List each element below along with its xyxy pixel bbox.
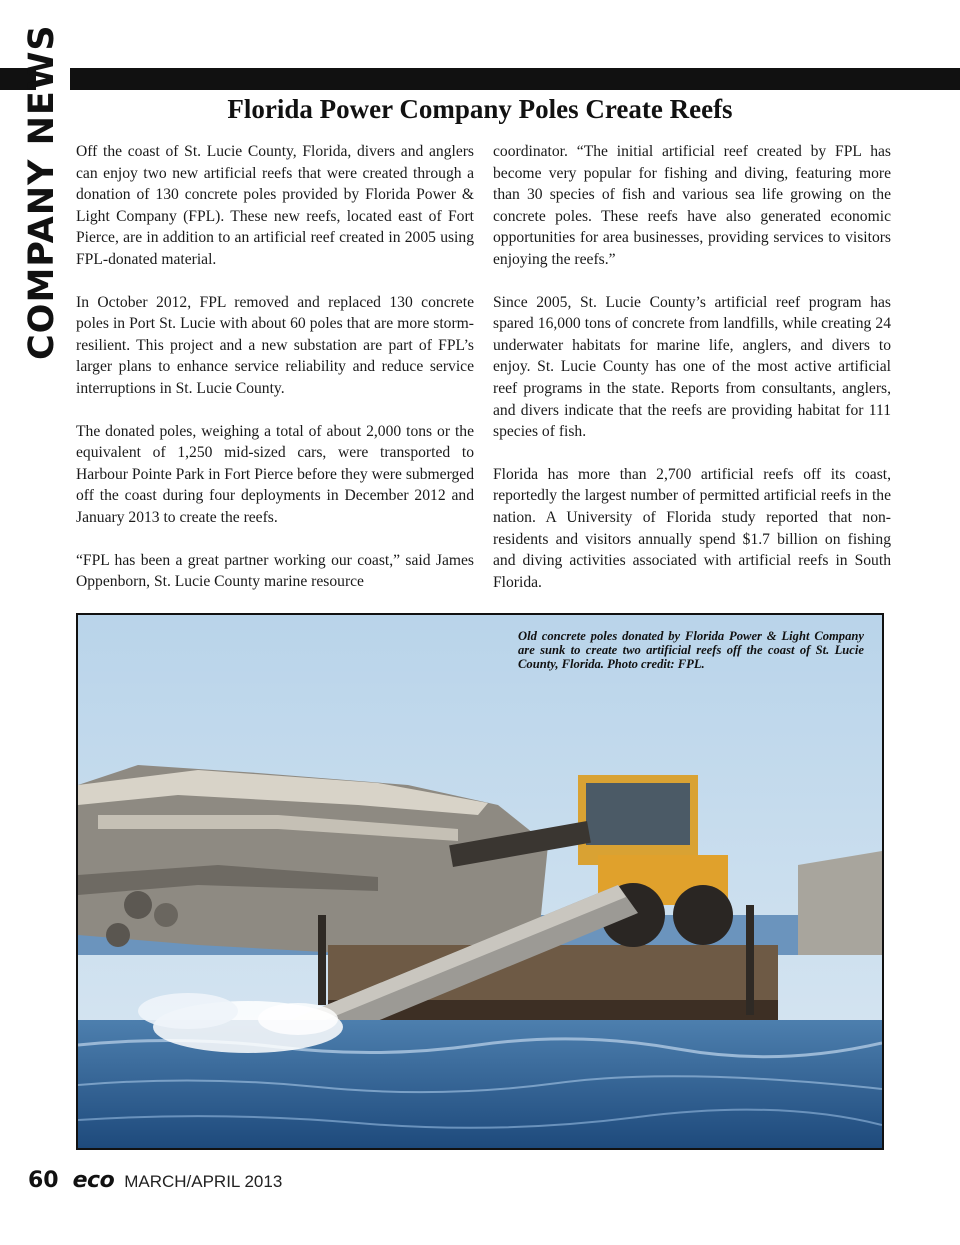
paragraph: Florida has more than 2,700 artificial reefs off its coast, reportedly the largest number of permitted artificial reefs in the nation. A University of Florida study reported that non-residents and visitors annually spend $1.7 billion on fishing and diving activities associated with artificial reefs in South Florida. <box>493 465 891 591</box>
magazine-logo: eco <box>72 1168 115 1193</box>
paragraph: Since 2005, St. Lucie County’s artificial reef program has spared 16,000 tons of concrete from landfills, while creating 24 underwater habitats for marine life, anglers, and divers to enjoy. St. Lucie County has one of the most active artificial reef programs in the state. Reports from consultants, anglers, and divers indicate that the reefs are providing habitat for 111 species of fish. <box>493 293 891 441</box>
photo-illustration <box>78 615 882 1148</box>
issue-date: MARCH/APRIL 2013 <box>124 1172 283 1191</box>
photo-caption: Old concrete poles donated by Florida Power & Light Company are sunk to create two artificial reefs off the coast of St. Lucie County, Florida. Photo credit: FPL. <box>518 629 864 671</box>
page-footer <box>28 1168 282 1198</box>
header-rule <box>70 68 960 90</box>
paragraph: In October 2012, FPL removed and replaced 130 concrete poles in Port St. Lucie with about 60 poles that are more storm-resilient. This project and a new substation are part of FPL’s larger plans to enhance service reliability and reduce service interruptions in St. Lucie County. <box>76 293 474 397</box>
article-photo <box>76 613 884 1150</box>
paragraph: “FPL has been a great partner working our coast,” said James Oppenborn, St. Lucie County marine resource <box>76 551 474 591</box>
paragraph: The donated poles, weighing a total of about 2,000 tons or the equivalent of 1,250 mid-sized cars, were transported to Harbour Pointe Park in Fort Pierce before they were submerged off the coast during four deployments in December 2012 and January 2013 to create the reefs. <box>76 422 474 526</box>
article-column-left <box>76 141 474 614</box>
article-column-right <box>493 141 891 614</box>
paragraph: Off the coast of St. Lucie County, Florida, divers and anglers can enjoy two new artificial reefs that were created through a donation of 130 concrete poles provided by Florida Power & Light Company (FPL). These new reefs, located east of Fort Pierce, are in addition to an artificial reef created in 2005 using FPL-donated material. <box>76 143 474 268</box>
article-title: Florida Power Company Poles Create Reefs <box>227 94 733 124</box>
page-number: 60 <box>28 1168 59 1193</box>
paragraph: coordinator. “The initial artificial reef created by FPL has become very popular for fishing and diving, featuring more than 30 species of fish and various sea life growing on the concrete poles. These reefs have also generated economic opportunities for area businesses, providing services to visitors enjoying the reefs.” <box>493 143 891 268</box>
section-label: COMPANY NEWS <box>22 24 62 360</box>
